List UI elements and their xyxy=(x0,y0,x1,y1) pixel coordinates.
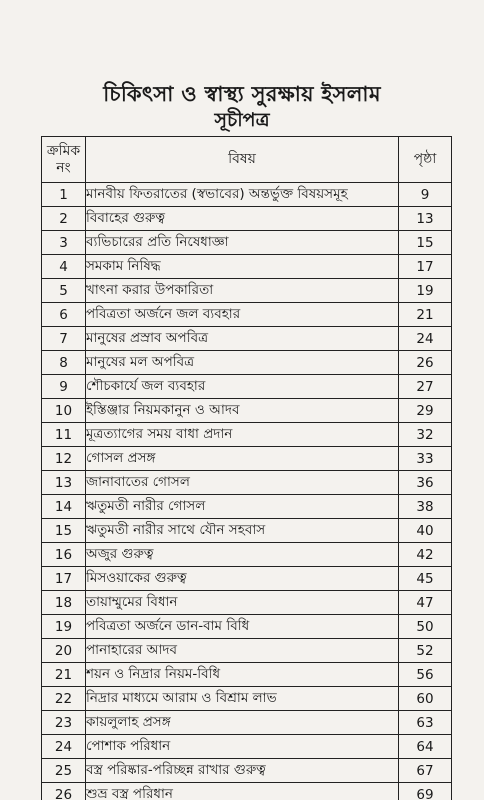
subject-cell: পানাহারের আদব xyxy=(86,639,399,663)
page-number-cell: 42 xyxy=(399,543,452,567)
subject-cell: খাৎনা করার উপকারিতা xyxy=(86,279,399,303)
table-row xyxy=(42,663,452,687)
serial-header-line2: নং xyxy=(56,159,71,176)
subject-cell: সমকাম নিষিদ্ধ xyxy=(86,255,399,279)
subject-cell: শুভ্র বস্ত্র পরিধান xyxy=(86,783,399,800)
table-row xyxy=(42,759,452,783)
serial-header-line1: ক্রমিক xyxy=(46,142,81,159)
page-number-cell: 64 xyxy=(399,735,452,759)
page-number-cell: 63 xyxy=(399,711,452,735)
serial-cell: 24 xyxy=(42,735,86,759)
serial-cell: 6 xyxy=(42,303,86,327)
table-row xyxy=(42,783,452,800)
table-row xyxy=(42,495,452,519)
subject-cell: মানুষের মল অপবিত্র xyxy=(86,351,399,375)
toc-heading: সূচীপত্র xyxy=(214,109,270,131)
serial-cell: 7 xyxy=(42,327,86,351)
serial-cell: 21 xyxy=(42,663,86,687)
serial-cell: 3 xyxy=(42,231,86,255)
serial-cell: 15 xyxy=(42,519,86,543)
page-number-cell: 9 xyxy=(399,183,452,207)
table-row xyxy=(42,447,452,471)
table-row xyxy=(42,471,452,495)
page-number-cell: 40 xyxy=(399,519,452,543)
page-number-cell: 60 xyxy=(399,687,452,711)
table-row xyxy=(42,423,452,447)
serial-cell: 25 xyxy=(42,759,86,783)
page-number-cell: 27 xyxy=(399,375,452,399)
subject-cell: মানবীয় ফিতরাতের (স্বভাবের) অন্তর্ভুক্ত বিষয়সমূহ xyxy=(86,183,399,207)
serial-cell: 1 xyxy=(42,183,86,207)
page-number-cell: 21 xyxy=(399,303,452,327)
serial-cell: 11 xyxy=(42,423,86,447)
table-row xyxy=(42,567,452,591)
toc-header-row xyxy=(42,137,452,183)
serial-cell: 9 xyxy=(42,375,86,399)
page-column-header: পৃষ্ঠা xyxy=(399,137,452,183)
subject-cell: ঋতুমতী নারীর গোসল xyxy=(86,495,399,519)
serial-cell: 22 xyxy=(42,687,86,711)
page-number-cell: 24 xyxy=(399,327,452,351)
subject-cell: পবিত্রতা অর্জনে জল ব্যবহার xyxy=(86,303,399,327)
table-row xyxy=(42,639,452,663)
serial-cell: 20 xyxy=(42,639,86,663)
table-row xyxy=(42,519,452,543)
table-row xyxy=(42,375,452,399)
serial-cell: 8 xyxy=(42,351,86,375)
table-row xyxy=(42,255,452,279)
subject-cell: ব্যভিচারের প্রতি নিষেধাজ্ঞা xyxy=(86,231,399,255)
page-number-cell: 67 xyxy=(399,759,452,783)
page-number-cell: 38 xyxy=(399,495,452,519)
subject-cell: জানাবাতের গোসল xyxy=(86,471,399,495)
table-row xyxy=(42,399,452,423)
page-number-cell: 32 xyxy=(399,423,452,447)
subject-column-header: বিষয় xyxy=(86,137,399,183)
table-row xyxy=(42,327,452,351)
table-row xyxy=(42,231,452,255)
subject-cell: বিবাহের গুরুত্ব xyxy=(86,207,399,231)
serial-cell: 4 xyxy=(42,255,86,279)
page-number-cell: 15 xyxy=(399,231,452,255)
serial-cell: 2 xyxy=(42,207,86,231)
table-row xyxy=(42,687,452,711)
subject-cell: গোসল প্রসঙ্গ xyxy=(86,447,399,471)
serial-cell: 10 xyxy=(42,399,86,423)
page-number-cell: 47 xyxy=(399,591,452,615)
table-row xyxy=(42,591,452,615)
subject-cell: অজুর গুরুত্ব xyxy=(86,543,399,567)
subject-cell: তায়াম্মুমের বিধান xyxy=(86,591,399,615)
table-row xyxy=(42,183,452,207)
table-row xyxy=(42,711,452,735)
serial-cell: 17 xyxy=(42,567,86,591)
page-number-cell: 29 xyxy=(399,399,452,423)
subject-cell: মূত্রত্যাগের সময় বাধা প্রদান xyxy=(86,423,399,447)
page-number-cell: 19 xyxy=(399,279,452,303)
subject-cell: মানুষের প্রস্রাব অপবিত্র xyxy=(86,327,399,351)
subject-cell: কায়লুলাহ প্রসঙ্গ xyxy=(86,711,399,735)
page-number-cell: 69 xyxy=(399,783,452,800)
serial-cell: 19 xyxy=(42,615,86,639)
serial-cell: 18 xyxy=(42,591,86,615)
page-number-cell: 52 xyxy=(399,639,452,663)
subject-cell: নিদ্রার মাধ্যমে আরাম ও বিশ্রাম লাভ xyxy=(86,687,399,711)
subject-cell: ঋতুমতী নারীর সাথে যৌন সহবাস xyxy=(86,519,399,543)
subject-cell: ইস্তিঞ্জার নিয়মকানুন ও আদব xyxy=(86,399,399,423)
page-number-cell: 26 xyxy=(399,351,452,375)
page-number-cell: 36 xyxy=(399,471,452,495)
serial-cell: 16 xyxy=(42,543,86,567)
subject-cell: পবিত্রতা অর্জনে ডান-বাম বিধি xyxy=(86,615,399,639)
page-number-cell: 45 xyxy=(399,567,452,591)
table-row xyxy=(42,303,452,327)
serial-column-header xyxy=(42,137,86,183)
table-row xyxy=(42,615,452,639)
subject-cell: মিসওয়াকের গুরুত্ব xyxy=(86,567,399,591)
book-title: চিকিৎসা ও স্বাস্থ্য সুরক্ষায় ইসলাম xyxy=(103,82,381,106)
toc-table xyxy=(41,136,452,800)
subject-cell: বস্ত্র পরিষ্কার-পরিচ্ছন্ন রাখার গুরুত্ব xyxy=(86,759,399,783)
page-number-cell: 13 xyxy=(399,207,452,231)
subject-cell: শয়ন ও নিদ্রার নিয়ম-বিধি xyxy=(86,663,399,687)
toc-body xyxy=(42,183,452,800)
serial-cell: 12 xyxy=(42,447,86,471)
serial-cell: 26 xyxy=(42,783,86,800)
serial-cell: 14 xyxy=(42,495,86,519)
table-row xyxy=(42,735,452,759)
serial-cell: 23 xyxy=(42,711,86,735)
table-row xyxy=(42,351,452,375)
table-row xyxy=(42,279,452,303)
subject-cell: পোশাক পরিধান xyxy=(86,735,399,759)
serial-cell: 13 xyxy=(42,471,86,495)
page-number-cell: 56 xyxy=(399,663,452,687)
page-number-cell: 50 xyxy=(399,615,452,639)
page-number-cell: 17 xyxy=(399,255,452,279)
serial-cell: 5 xyxy=(42,279,86,303)
subject-cell: শৌচকার্যে জল ব্যবহার xyxy=(86,375,399,399)
page-number-cell: 33 xyxy=(399,447,452,471)
table-row xyxy=(42,207,452,231)
table-row xyxy=(42,543,452,567)
